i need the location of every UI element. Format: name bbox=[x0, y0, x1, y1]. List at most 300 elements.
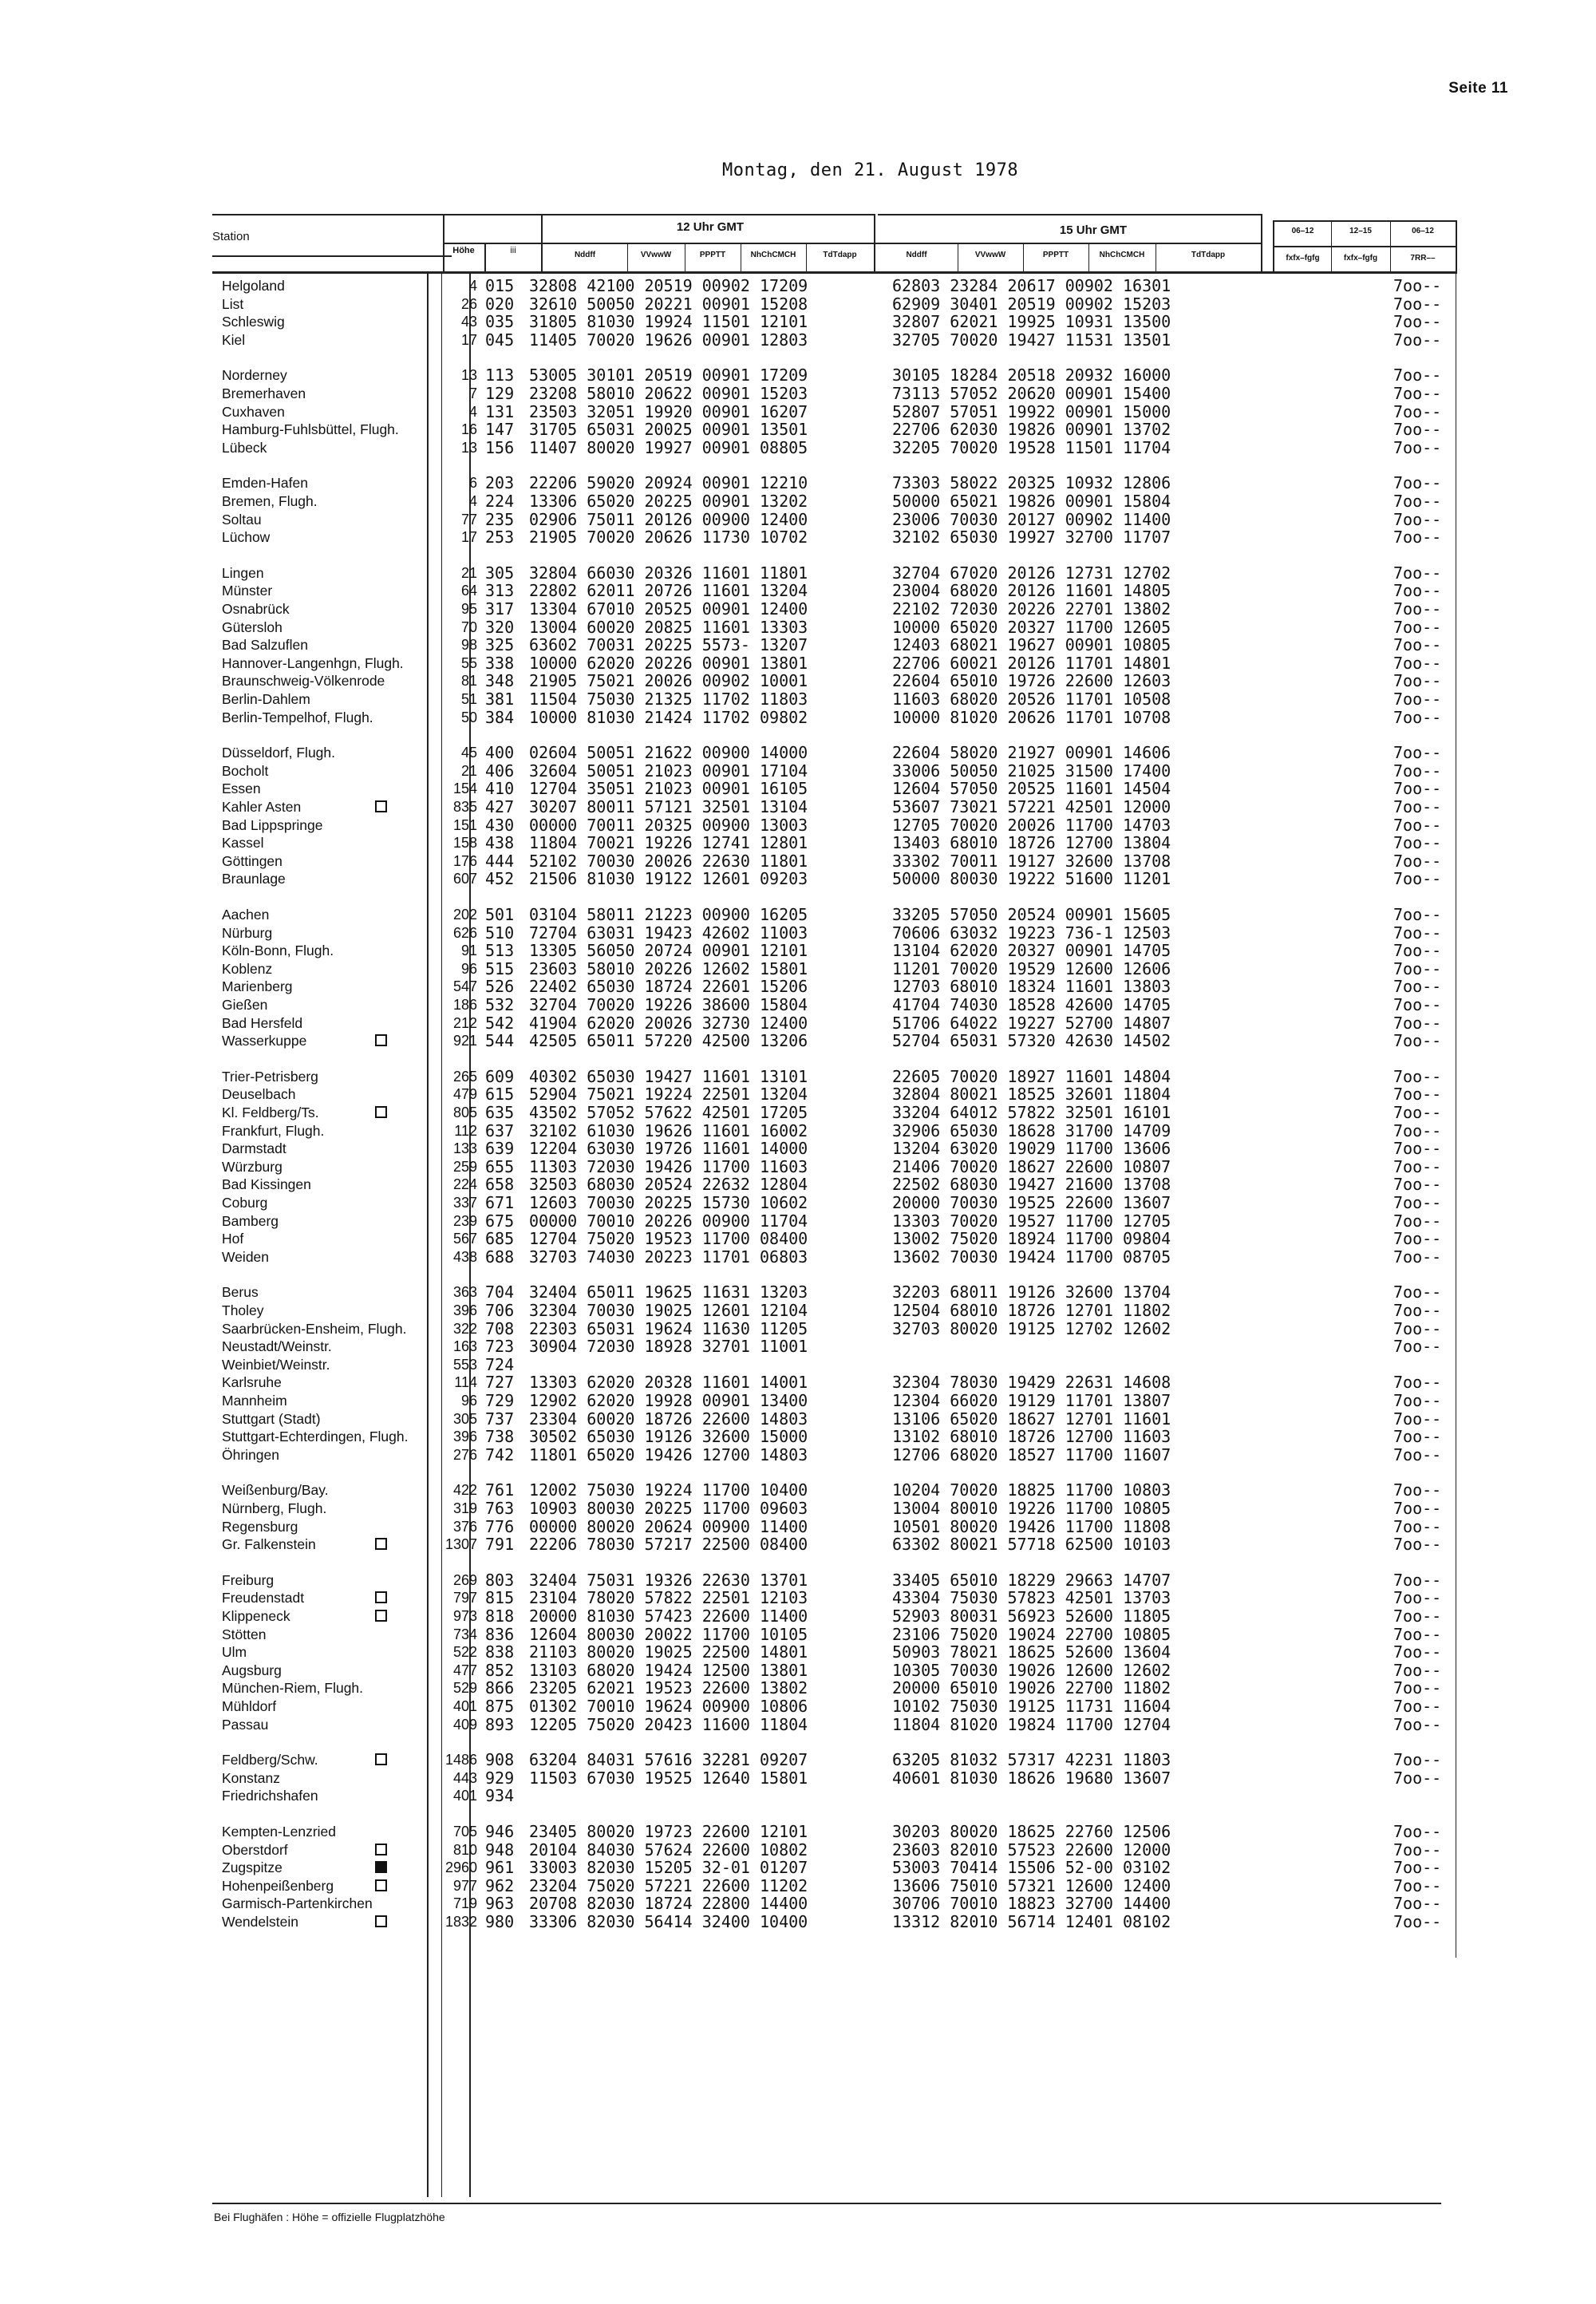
precip-code: 7oo-- bbox=[1393, 1067, 1442, 1086]
table-row bbox=[0, 1283, 1596, 1301]
station-iii: 727 bbox=[485, 1373, 515, 1392]
precip-code: 7oo-- bbox=[1393, 1031, 1442, 1050]
station-hoehe: 151 bbox=[452, 817, 477, 833]
open-square-icon bbox=[375, 1106, 387, 1118]
precip-code: 7oo-- bbox=[1393, 1301, 1442, 1320]
station-hoehe: 16 bbox=[460, 421, 477, 437]
station-iii: 113 bbox=[485, 366, 515, 385]
station-hoehe: 438 bbox=[452, 1249, 477, 1265]
station-iii: 532 bbox=[485, 995, 515, 1014]
obs-15-gmt: 50000 80030 19222 51600 11201 bbox=[892, 869, 1171, 888]
precip-code: 7oo-- bbox=[1393, 708, 1442, 727]
precip-code: 7oo-- bbox=[1393, 1894, 1442, 1913]
station-name: Soltau bbox=[222, 512, 262, 528]
precip-code: 7oo-- bbox=[1393, 312, 1442, 331]
precip-code: 7oo-- bbox=[1393, 1139, 1442, 1158]
open-square-icon bbox=[375, 1753, 387, 1765]
station-iii: 305 bbox=[485, 563, 515, 583]
obs-15-gmt: 32704 67020 20126 12731 12702 bbox=[892, 563, 1171, 583]
station-hoehe: 13 bbox=[460, 367, 477, 383]
obs-12-gmt: 11405 70020 19626 00901 12803 bbox=[529, 330, 808, 350]
precip-code: 7oo-- bbox=[1393, 1103, 1442, 1122]
station-iii: 875 bbox=[485, 1697, 515, 1716]
obs-15-gmt: 43304 75030 57823 42501 13703 bbox=[892, 1588, 1171, 1607]
table-row bbox=[0, 474, 1596, 492]
station-iii: 852 bbox=[485, 1661, 515, 1680]
page-label: Seite 11 bbox=[1448, 80, 1508, 97]
station-iii: 609 bbox=[485, 1067, 515, 1086]
station-hoehe: 319 bbox=[452, 1500, 477, 1516]
station-hoehe: 322 bbox=[452, 1321, 477, 1337]
station-name: Gießen bbox=[222, 997, 268, 1013]
precip-code: 7oo-- bbox=[1393, 941, 1442, 960]
station-hoehe: 158 bbox=[452, 835, 477, 851]
obs-15-gmt: 53003 70414 15506 52-00 03102 bbox=[892, 1858, 1171, 1877]
table-row bbox=[0, 1859, 1596, 1876]
station-name: Stötten bbox=[222, 1626, 267, 1642]
station-name: Würzburg bbox=[222, 1159, 282, 1175]
station-iii: 761 bbox=[485, 1480, 515, 1500]
table-row bbox=[0, 1230, 1596, 1247]
obs-12-gmt: 10000 62020 20226 00901 13801 bbox=[529, 654, 808, 673]
station-hoehe: 734 bbox=[452, 1626, 477, 1642]
station-hoehe: 797 bbox=[452, 1590, 477, 1606]
station-name: Emden-Hafen bbox=[222, 475, 308, 491]
precip-code: 7oo-- bbox=[1393, 635, 1442, 654]
precip-code: 7oo-- bbox=[1393, 1822, 1442, 1841]
station-name: Tholey bbox=[222, 1302, 264, 1318]
obs-12-gmt: 12902 62020 19928 00901 13400 bbox=[529, 1391, 808, 1410]
table-row bbox=[0, 942, 1596, 959]
header-iii: iii bbox=[510, 246, 516, 255]
obs-12-gmt: 32704 70020 19226 38600 15804 bbox=[529, 995, 808, 1014]
date-line: Montag, den 21. August 1978 bbox=[722, 160, 1019, 180]
obs-12-gmt: 52904 75021 19224 22501 13204 bbox=[529, 1085, 808, 1104]
precip-code: 7oo-- bbox=[1393, 833, 1442, 852]
header-tdtd-12: TdTdapp bbox=[823, 251, 857, 259]
precip-code: 7oo-- bbox=[1393, 761, 1442, 781]
station-hoehe: 51 bbox=[460, 691, 477, 707]
precip-code: 7oo-- bbox=[1393, 977, 1442, 996]
station-iii: 655 bbox=[485, 1157, 515, 1176]
obs-15-gmt: 11603 68020 20526 11701 10508 bbox=[892, 690, 1171, 709]
obs-12-gmt: 13004 60020 20825 11601 13303 bbox=[529, 618, 808, 637]
station-iii: 708 bbox=[485, 1319, 515, 1338]
station-iii: 737 bbox=[485, 1409, 515, 1429]
open-square-icon bbox=[375, 1538, 387, 1550]
station-hoehe: 305 bbox=[452, 1411, 477, 1427]
precip-code: 7oo-- bbox=[1393, 779, 1442, 798]
table-row bbox=[0, 1392, 1596, 1409]
table-row bbox=[0, 1626, 1596, 1643]
precip-code: 7oo-- bbox=[1393, 599, 1442, 618]
station-iii: 452 bbox=[485, 869, 515, 888]
obs-12-gmt: 20708 82030 18724 22800 14400 bbox=[529, 1894, 808, 1913]
table-row bbox=[0, 709, 1596, 726]
station-name: Konstanz bbox=[222, 1770, 280, 1786]
station-hoehe: 259 bbox=[452, 1159, 477, 1175]
obs-12-gmt: 11503 67030 19525 12640 15801 bbox=[529, 1769, 808, 1788]
obs-15-gmt: 30203 80020 18625 22760 12506 bbox=[892, 1822, 1171, 1841]
table-row bbox=[0, 780, 1596, 797]
precip-code: 7oo-- bbox=[1393, 959, 1442, 978]
station-hoehe: 409 bbox=[452, 1717, 477, 1733]
header-nddff-12: Nddff bbox=[574, 251, 596, 259]
table-row bbox=[0, 636, 1596, 654]
station-hoehe: 835 bbox=[452, 799, 477, 815]
station-name: Frankfurt, Flugh. bbox=[222, 1123, 325, 1139]
station-name: Helgoland bbox=[222, 278, 285, 294]
header-nh-15: NhChCMCH bbox=[1099, 251, 1145, 259]
station-hoehe: 186 bbox=[452, 997, 477, 1013]
header-gust-2: fxfx–fgfg bbox=[1343, 254, 1378, 263]
obs-15-gmt: 13106 65020 18627 12701 11601 bbox=[892, 1409, 1171, 1429]
station-name: Friedrichshafen bbox=[222, 1788, 318, 1804]
table-row bbox=[0, 528, 1596, 546]
station-name: Weinbiet/Weinstr. bbox=[222, 1357, 330, 1373]
station-name: Weißenburg/Bay. bbox=[222, 1482, 329, 1498]
station-iii: 410 bbox=[485, 779, 515, 798]
table-row bbox=[0, 690, 1596, 708]
station-iii: 020 bbox=[485, 294, 515, 314]
obs-15-gmt: 20000 65010 19026 22700 11802 bbox=[892, 1678, 1171, 1697]
table-row bbox=[0, 1518, 1596, 1535]
obs-12-gmt: 21905 70020 20626 11730 10702 bbox=[529, 528, 808, 547]
precip-code: 7oo-- bbox=[1393, 1588, 1442, 1607]
obs-12-gmt: 12704 75020 19523 11700 08400 bbox=[529, 1229, 808, 1248]
header-vvwww-12: VVwwW bbox=[640, 251, 672, 259]
obs-12-gmt: 31805 81030 19924 11501 12101 bbox=[529, 312, 808, 331]
station-iii: 639 bbox=[485, 1139, 515, 1158]
station-hoehe: 98 bbox=[460, 637, 477, 653]
obs-15-gmt: 12706 68020 18527 11700 11607 bbox=[892, 1445, 1171, 1464]
obs-12-gmt: 23405 80020 19723 22600 12101 bbox=[529, 1822, 808, 1841]
open-square-icon bbox=[375, 1591, 387, 1603]
station-iii: 818 bbox=[485, 1606, 515, 1626]
station-hoehe: 45 bbox=[460, 745, 477, 761]
station-hoehe: 2960 bbox=[444, 1859, 477, 1875]
table-row bbox=[0, 1913, 1596, 1931]
station-name: Berus bbox=[222, 1284, 259, 1300]
table-row bbox=[0, 816, 1596, 834]
station-iii: 963 bbox=[485, 1894, 515, 1913]
obs-12-gmt: 22206 78030 57217 22500 08400 bbox=[529, 1535, 808, 1554]
precip-code: 7oo-- bbox=[1393, 294, 1442, 314]
station-iii: 763 bbox=[485, 1499, 515, 1518]
table-row bbox=[0, 1571, 1596, 1589]
station-hoehe: 133 bbox=[452, 1140, 477, 1156]
station-iii: 156 bbox=[485, 438, 515, 457]
precip-code: 7oo-- bbox=[1393, 869, 1442, 888]
table-row bbox=[0, 492, 1596, 510]
obs-12-gmt: 32404 75031 19326 22630 13701 bbox=[529, 1571, 808, 1590]
obs-12-gmt: 23205 62021 19523 22600 13802 bbox=[529, 1678, 808, 1697]
table-row bbox=[0, 1643, 1596, 1661]
station-hoehe: 55 bbox=[460, 655, 477, 671]
table-row bbox=[0, 870, 1596, 887]
obs-15-gmt: 10305 70030 19026 12600 12602 bbox=[892, 1661, 1171, 1680]
station-iii: 803 bbox=[485, 1571, 515, 1590]
obs-15-gmt: 63302 80021 57718 62500 10103 bbox=[892, 1535, 1171, 1554]
table-row bbox=[0, 1481, 1596, 1499]
precip-code: 7oo-- bbox=[1393, 330, 1442, 350]
station-name: Passau bbox=[222, 1717, 269, 1733]
obs-12-gmt: 13306 65020 20225 00901 13202 bbox=[529, 492, 808, 511]
obs-12-gmt: 12204 63030 19726 11601 14000 bbox=[529, 1139, 808, 1158]
precip-code: 7oo-- bbox=[1393, 563, 1442, 583]
obs-12-gmt: 12704 35051 21023 00901 16105 bbox=[529, 779, 808, 798]
precip-code: 7oo-- bbox=[1393, 1211, 1442, 1231]
station-iii: 224 bbox=[485, 492, 515, 511]
precip-code: 7oo-- bbox=[1393, 1571, 1442, 1590]
station-name: Öhringen bbox=[222, 1447, 279, 1463]
obs-12-gmt: 20104 84030 57624 22600 10802 bbox=[529, 1840, 808, 1859]
obs-15-gmt: 32304 78030 19429 22631 14608 bbox=[892, 1373, 1171, 1392]
obs-15-gmt: 52903 80031 56923 52600 11805 bbox=[892, 1606, 1171, 1626]
table-row bbox=[0, 834, 1596, 852]
table-row bbox=[0, 1787, 1596, 1804]
table-row bbox=[0, 295, 1596, 313]
station-name: Gr. Falkenstein bbox=[222, 1536, 316, 1552]
station-hoehe: 522 bbox=[452, 1644, 477, 1660]
table-row bbox=[0, 1356, 1596, 1373]
station-name: Kassel bbox=[222, 835, 264, 851]
obs-12-gmt: 32804 66030 20326 11601 11801 bbox=[529, 563, 808, 583]
station-hoehe: 363 bbox=[452, 1284, 477, 1300]
station-name: München-Riem, Flugh. bbox=[222, 1680, 364, 1696]
station-hoehe: 529 bbox=[452, 1680, 477, 1696]
station-name: Lüchow bbox=[222, 529, 271, 545]
station-iii: 791 bbox=[485, 1535, 515, 1554]
station-iii: 946 bbox=[485, 1822, 515, 1841]
station-name: List bbox=[222, 296, 244, 312]
station-hoehe: 154 bbox=[452, 781, 477, 796]
station-hoehe: 269 bbox=[452, 1572, 477, 1588]
station-hoehe: 1832 bbox=[444, 1914, 477, 1930]
station-iii: 338 bbox=[485, 654, 515, 673]
precip-code: 7oo-- bbox=[1393, 438, 1442, 457]
station-hoehe: 114 bbox=[454, 1374, 477, 1390]
station-iii: 706 bbox=[485, 1301, 515, 1320]
precip-code: 7oo-- bbox=[1393, 852, 1442, 871]
station-name: Aachen bbox=[222, 907, 270, 923]
station-iii: 929 bbox=[485, 1769, 515, 1788]
station-hoehe: 443 bbox=[452, 1770, 477, 1786]
table-row bbox=[0, 762, 1596, 780]
station-hoehe: 77 bbox=[460, 512, 477, 528]
obs-15-gmt: 33204 64012 57822 32501 16101 bbox=[892, 1103, 1171, 1122]
precip-code: 7oo-- bbox=[1393, 1282, 1442, 1302]
station-iii: 637 bbox=[485, 1121, 515, 1140]
precip-code: 7oo-- bbox=[1393, 1499, 1442, 1518]
table-row bbox=[0, 1248, 1596, 1266]
obs-12-gmt: 63204 84031 57616 32281 09207 bbox=[529, 1750, 808, 1769]
obs-15-gmt: 33302 70011 19127 32600 13708 bbox=[892, 852, 1171, 871]
station-name: Oberstdorf bbox=[222, 1842, 288, 1858]
table-row bbox=[0, 511, 1596, 528]
station-hoehe: 1307 bbox=[444, 1536, 477, 1552]
obs-15-gmt: 13004 80010 19226 11700 10805 bbox=[892, 1499, 1171, 1518]
precip-code: 7oo-- bbox=[1393, 1247, 1442, 1267]
obs-12-gmt: 72704 63031 19423 42602 11003 bbox=[529, 923, 808, 943]
station-hoehe: 376 bbox=[452, 1519, 477, 1535]
table-row bbox=[0, 1662, 1596, 1679]
obs-12-gmt: 40302 65030 19427 11601 13101 bbox=[529, 1067, 808, 1086]
station-name: Augsburg bbox=[222, 1662, 282, 1678]
header-nh-12: NhChCMCH bbox=[750, 251, 796, 259]
station-name: Kahler Asten bbox=[222, 799, 302, 815]
station-hoehe: 7 bbox=[468, 385, 477, 401]
obs-15-gmt: 11201 70020 19529 12600 12606 bbox=[892, 959, 1171, 978]
station-hoehe: 91 bbox=[460, 943, 477, 958]
station-name: Bamberg bbox=[222, 1213, 279, 1229]
station-hoehe: 96 bbox=[460, 1393, 477, 1409]
table-row bbox=[0, 996, 1596, 1014]
obs-12-gmt: 13303 62020 20328 11601 14001 bbox=[529, 1373, 808, 1392]
obs-15-gmt: 32807 62021 19925 10931 13500 bbox=[892, 312, 1171, 331]
station-iii: 908 bbox=[485, 1750, 515, 1769]
obs-12-gmt: 00000 70010 20226 00900 11704 bbox=[529, 1211, 808, 1231]
footer-note: Bei Flughäfen : Höhe = offizielle Flugplatzhöhe bbox=[214, 2211, 445, 2223]
station-name: Saarbrücken-Ensheim, Flugh. bbox=[222, 1321, 407, 1337]
table-row bbox=[0, 1895, 1596, 1912]
obs-15-gmt: 52704 65031 57320 42630 14502 bbox=[892, 1031, 1171, 1050]
open-square-icon bbox=[375, 1610, 387, 1622]
precip-code: 7oo-- bbox=[1393, 1337, 1442, 1356]
station-hoehe: 212 bbox=[452, 1015, 477, 1031]
station-name: Berlin-Tempelhof, Flugh. bbox=[222, 709, 373, 725]
precip-code: 7oo-- bbox=[1393, 1157, 1442, 1176]
station-name: Cuxhaven bbox=[222, 404, 285, 420]
obs-15-gmt: 22706 60021 20126 11701 14801 bbox=[892, 654, 1171, 673]
station-name: Bad Hersfeld bbox=[222, 1015, 303, 1031]
open-square-icon bbox=[375, 1844, 387, 1855]
station-name: Feldberg/Schw. bbox=[222, 1752, 318, 1768]
table-row bbox=[0, 906, 1596, 923]
precip-code: 7oo-- bbox=[1393, 1858, 1442, 1877]
obs-15-gmt: 32705 70020 19427 11531 13501 bbox=[892, 330, 1171, 350]
header-06-12: 06–12 bbox=[1291, 227, 1314, 235]
obs-15-gmt: 70606 63032 19223 736-1 12503 bbox=[892, 923, 1171, 943]
station-hoehe: 422 bbox=[452, 1482, 477, 1498]
obs-15-gmt: 13312 82010 56714 12401 08102 bbox=[892, 1912, 1171, 1931]
obs-12-gmt: 31705 65031 20025 00901 13501 bbox=[529, 420, 808, 439]
obs-12-gmt: 13305 56050 20724 00901 12101 bbox=[529, 941, 808, 960]
obs-12-gmt: 21905 75021 20026 00902 10001 bbox=[529, 671, 808, 690]
precip-code: 7oo-- bbox=[1393, 923, 1442, 943]
precip-code: 7oo-- bbox=[1393, 473, 1442, 492]
obs-12-gmt: 33003 82030 15205 32-01 01207 bbox=[529, 1858, 808, 1877]
station-iii: 688 bbox=[485, 1247, 515, 1267]
station-iii: 948 bbox=[485, 1840, 515, 1859]
obs-12-gmt: 30502 65030 19126 32600 15000 bbox=[529, 1427, 808, 1446]
precip-code: 7oo-- bbox=[1393, 743, 1442, 762]
table-row bbox=[0, 1410, 1596, 1428]
station-iii: 384 bbox=[485, 708, 515, 727]
precip-code: 7oo-- bbox=[1393, 384, 1442, 403]
station-name: Regensburg bbox=[222, 1519, 298, 1535]
station-iii: 253 bbox=[485, 528, 515, 547]
precip-code: 7oo-- bbox=[1393, 1876, 1442, 1895]
header-station: Station bbox=[212, 230, 250, 243]
precip-code: 7oo-- bbox=[1393, 1642, 1442, 1662]
precip-code: 7oo-- bbox=[1393, 1319, 1442, 1338]
station-name: Hof bbox=[222, 1231, 244, 1247]
station-iii: 742 bbox=[485, 1445, 515, 1464]
header-gust-1: fxfx–fgfg bbox=[1286, 254, 1320, 263]
obs-15-gmt: 30706 70010 18823 32700 14400 bbox=[892, 1894, 1171, 1913]
obs-15-gmt: 12604 57050 20525 11601 14504 bbox=[892, 779, 1171, 798]
table-row bbox=[0, 924, 1596, 942]
table-row bbox=[0, 600, 1596, 618]
table-row bbox=[0, 1122, 1596, 1140]
station-name: Düsseldorf, Flugh. bbox=[222, 745, 336, 761]
obs-12-gmt: 02906 75011 20126 00900 12400 bbox=[529, 510, 808, 529]
table-row bbox=[0, 1158, 1596, 1176]
obs-15-gmt: 10204 70020 18825 11700 10803 bbox=[892, 1480, 1171, 1500]
obs-15-gmt: 12403 68021 19627 00901 10805 bbox=[892, 635, 1171, 654]
station-name: Darmstadt bbox=[222, 1140, 286, 1156]
station-iii: 235 bbox=[485, 510, 515, 529]
obs-12-gmt: 23603 58010 20226 12602 15801 bbox=[529, 959, 808, 978]
station-iii: 738 bbox=[485, 1427, 515, 1446]
obs-12-gmt: 00000 80020 20624 00900 11400 bbox=[529, 1517, 808, 1536]
obs-15-gmt: 50903 78021 18625 52600 13604 bbox=[892, 1642, 1171, 1662]
station-iii: 866 bbox=[485, 1678, 515, 1697]
table-row bbox=[0, 277, 1596, 294]
precip-code: 7oo-- bbox=[1393, 581, 1442, 600]
table-row bbox=[0, 1535, 1596, 1553]
table-row bbox=[0, 1751, 1596, 1769]
station-name: Bremerhaven bbox=[222, 385, 306, 401]
station-iii: 400 bbox=[485, 743, 515, 762]
station-iii: 035 bbox=[485, 312, 515, 331]
obs-15-gmt: 33006 50050 21025 31500 17400 bbox=[892, 761, 1171, 781]
station-name: Bad Kissingen bbox=[222, 1176, 311, 1192]
station-iii: 544 bbox=[485, 1031, 515, 1050]
open-square-icon bbox=[375, 1879, 387, 1891]
station-name: Nürburg bbox=[222, 925, 273, 941]
station-iii: 961 bbox=[485, 1858, 515, 1877]
obs-15-gmt: 12703 68010 18324 11601 13803 bbox=[892, 977, 1171, 996]
station-hoehe: 43 bbox=[460, 314, 477, 330]
station-name: Nürnberg, Flugh. bbox=[222, 1500, 327, 1516]
station-hoehe: 265 bbox=[452, 1069, 477, 1085]
obs-12-gmt: 21103 80020 19025 22500 14801 bbox=[529, 1642, 808, 1662]
precip-code: 7oo-- bbox=[1393, 1480, 1442, 1500]
obs-15-gmt: 32703 80020 19125 12702 12602 bbox=[892, 1319, 1171, 1338]
station-iii: 045 bbox=[485, 330, 515, 350]
station-hoehe: 21 bbox=[460, 763, 477, 779]
station-iii: 815 bbox=[485, 1588, 515, 1607]
obs-12-gmt: 22303 65031 19624 11630 11205 bbox=[529, 1319, 808, 1338]
table-row bbox=[0, 618, 1596, 636]
station-iii: 542 bbox=[485, 1014, 515, 1033]
obs-15-gmt: 10102 75030 19125 11731 11604 bbox=[892, 1697, 1171, 1716]
station-iii: 313 bbox=[485, 581, 515, 600]
obs-12-gmt: 23503 32051 19920 00901 16207 bbox=[529, 402, 808, 421]
station-hoehe: 921 bbox=[452, 1033, 477, 1049]
table-row bbox=[0, 1697, 1596, 1715]
obs-12-gmt: 12603 70030 20225 15730 10602 bbox=[529, 1193, 808, 1212]
table-row bbox=[0, 1500, 1596, 1517]
obs-15-gmt: 22604 65010 19726 22600 12603 bbox=[892, 671, 1171, 690]
station-iii: 515 bbox=[485, 959, 515, 978]
precip-code: 7oo-- bbox=[1393, 618, 1442, 637]
station-hoehe: 4 bbox=[468, 278, 477, 294]
precip-code: 7oo-- bbox=[1393, 528, 1442, 547]
obs-12-gmt: 43502 57052 57622 42501 17205 bbox=[529, 1103, 808, 1122]
